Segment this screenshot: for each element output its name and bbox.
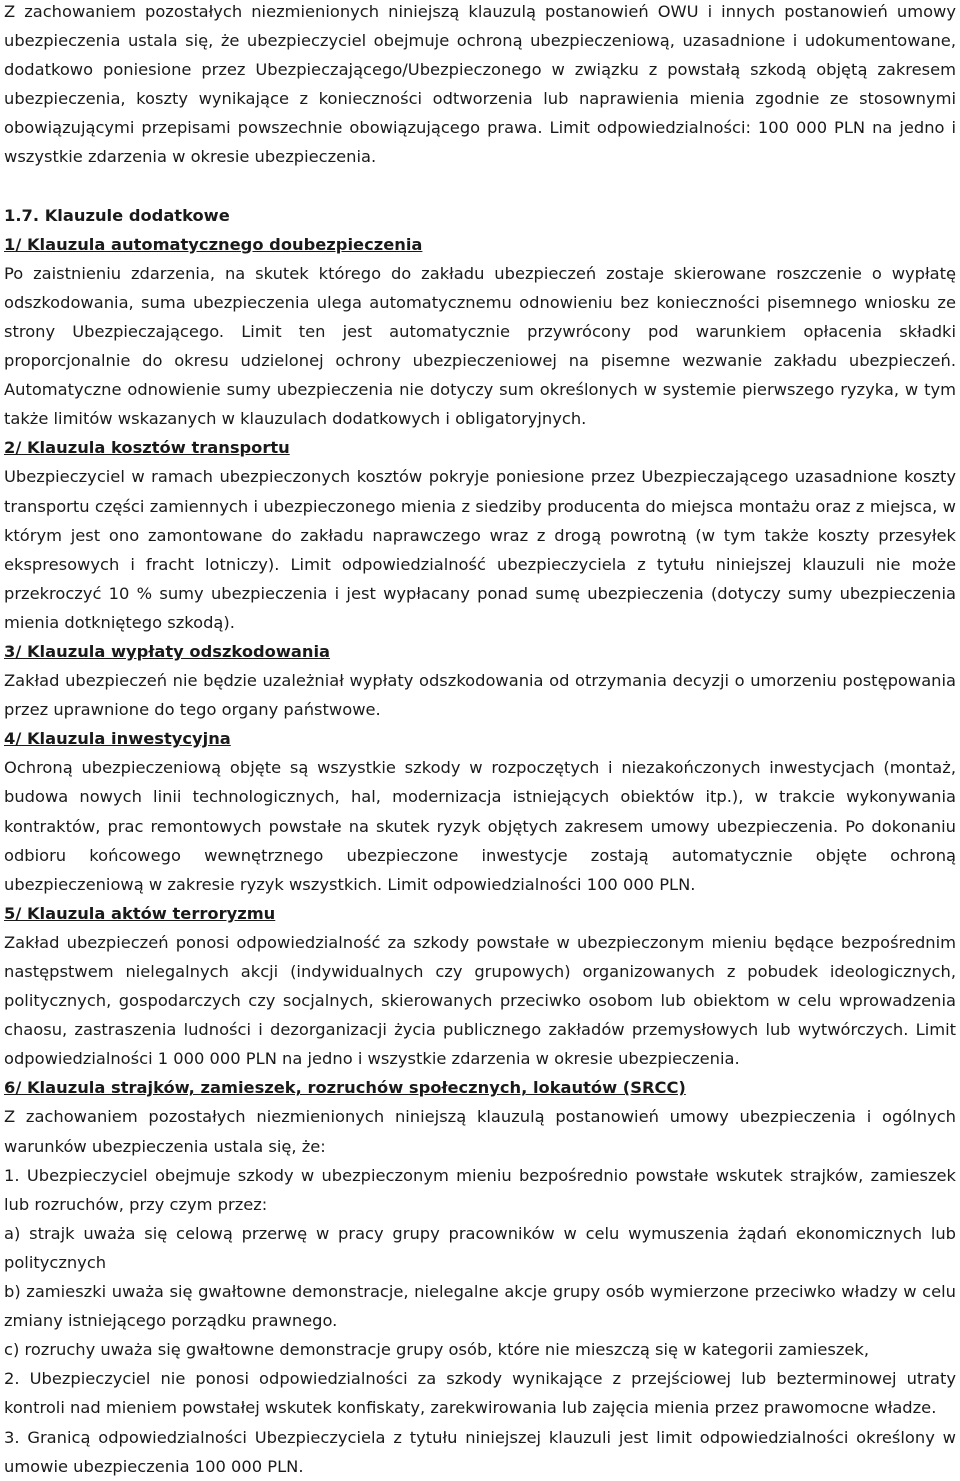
intro-paragraph: Z zachowaniem pozostałych niezmienionych niniejszą klauzulą postanowień OWU i innych postanowień umowy ubezpieczenia ustala się, że ubezpieczyciel obejmuje ochroną ubezpieczeniową, uzasadnione i udokumentowane, dodatkowo poniesione przez Ubezpieczającego/Ubezpieczonego w związku z powstałą szkodą objętą zakresem ubezpieczenia, koszty wynikające z konieczności odtworzenia lub naprawienia mienia zgodnie ze stosownymi obowiązującymi przepisami powszechnie obowiązującego prawa. Limit odpowiedzialności: 100 000 PLN na jedno i wszystkie zdarzenia w okresie ubezpieczenia.	[4, 2, 956, 167]
clause-5-body: Zakład ubezpieczeń ponosi odpowiedzialność za szkody powstałe w ubezpieczonym mieniu będące bezpośrednim następstwem nielegalnych akcji (indywidualnych czy grupowych) organizowanych z pobudek ideologicznych, politycznych, gospodarczych czy socjalnych, skierowanych przeciwko osobom lub obiektom w celu wprowadzenia chaosu, zastraszenia ludności i dezorganizacji życia publicznego zakładów przemysłowych lub wytwórczych. Limit odpowiedzialności 1 000 000 PLN na jedno i wszystkie zdarzenia w okresie ubezpieczenia.	[4, 932, 956, 1069]
clause-2-body: Ubezpieczyciel w ramach ubezpieczonych kosztów pokryje poniesione przez Ubezpieczającego uzasadnione koszty transportu części zamiennych i ubezpieczonego mienia z siedziby producenta do miejsca montażu oraz z miejsca, w którym jest ono zamontowane do zakładu naprawczego wraz z drogą powrotną (w tym także koszty przesyłek ekspresowych i fracht lotniczy). Limit odpowiedzialność ubezpieczyciela z tytułu niniejszej klauzuli nie może przekroczyć 10 % sumy ubezpieczenia i jest wypłacany ponad sumę ubezpieczenia (dotyczy sumy ubezpieczenia mienia dotkniętego szkodą).	[4, 467, 956, 632]
clause-3-title: 3/ Klauzula wypłaty odszkodowania	[4, 641, 331, 661]
clause-1-body: Po zaistnieniu zdarzenia, na skutek którego do zakładu ubezpieczeń zostaje skierowane roszczenie o wypłatę odszkodowania, suma ubezpieczenia ulega automatycznemu odnowieniu bez konieczności pisemnego wniosku ze strony Ubezpieczającego. Limit ten jest automatycznie przywrócony pod warunkiem opłacenia składki proporcjonalnie do okresu udzielonej ochrony ubezpieczeniowej na pisemne wezwanie zakładu ubezpieczeń. Automatyczne odnowienie sumy ubezpieczenia nie dotyczy sum określonych w systemie pierwszego ryzyka, w tym także limitów wskazanych w klauzulach dodatkowych i obligatoryjnych.	[4, 263, 956, 429]
clause-6-item-c: c) rozruchy uważa się gwałtowne demonstracje grupy osób, które nie mieszczą się w kategorii zamieszek,	[4, 1340, 870, 1360]
spacer	[4, 172, 956, 201]
clause-2-title: 2/ Klauzula kosztów transportu	[4, 438, 290, 458]
clause-1-title: 1/ Klauzula automatycznego doubezpieczenia	[4, 234, 423, 254]
clause-5-title: 5/ Klauzula aktów terroryzmu	[4, 903, 276, 923]
clause-6-item-3: 3. Granicą odpowiedzialności Ubezpieczyciela z tytułu niniejszej klauzuli jest limit odpowiedzialności określony w umowie ubezpieczenia 100 000 PLN.	[4, 1427, 956, 1476]
clause-6-title: 6/ Klauzula strajków, zamieszek, rozruchów społecznych, lokautów (SRCC)	[4, 1078, 686, 1098]
clause-6-item-1: 1. Ubezpieczyciel obejmuje szkody w ubezpieczonym mieniu bezpośrednio powstałe wskutek strajków, zamieszek lub rozruchów, przy czym przez:	[4, 1165, 956, 1214]
section-title: 1.7. Klauzule dodatkowe	[4, 205, 230, 225]
clause-6-item-b: b) zamieszki uważa się gwałtowne demonstracje, nielegalne akcje grupy osób wymierzone przeciwko władzy w celu zmiany istniejącego porządku prawnego.	[4, 1282, 956, 1331]
clause-4-body: Ochroną ubezpieczeniową objęte są wszystkie szkody w rozpoczętych i niezakończonych inwestycjach (montaż, budowa nowych linii technologicznych, hal, modernizacja istniejących obiektów itp.), w trakcie wykonywania kontraktów, prac remontowych powstałe na skutek ryzyk objętych zakresem umowy ubezpieczenia. Po dokonaniu odbioru końcowego wewnętrznego ubezpieczone inwestycje zostają automatycznie objęte ochroną ubezpieczeniową w zakresie ryzyk wszystkich. Limit odpowiedzialności 100 000 PLN.	[4, 758, 956, 894]
clause-6-item-2: 2. Ubezpieczyciel nie ponosi odpowiedzialności za szkody wynikające z przejściowej lub bezterminowej utraty kontroli nad mieniem powstałej wskutek konfiskaty, zarekwirowania lub zajęcia mienia przez prawomocne władze.	[4, 1369, 956, 1418]
clause-6-item-a: a) strajk uważa się celową przerwę w pracy grupy pracowników w celu wymuszenia żądań ekonomicznych lub politycznych	[4, 1223, 956, 1272]
clause-6-intro: Z zachowaniem pozostałych niezmienionych niniejszą klauzulą postanowień umowy ubezpieczenia i ogólnych warunków ubezpieczenia ustala się, że:	[4, 1107, 956, 1156]
clause-4-title: 4/ Klauzula inwestycyjna	[4, 729, 231, 749]
clause-3-body: Zakład ubezpieczeń nie będzie uzależniał wypłaty odszkodowania od otrzymania decyzji o umorzeniu postępowania przez uprawnione do tego organy państwowe.	[4, 671, 956, 720]
